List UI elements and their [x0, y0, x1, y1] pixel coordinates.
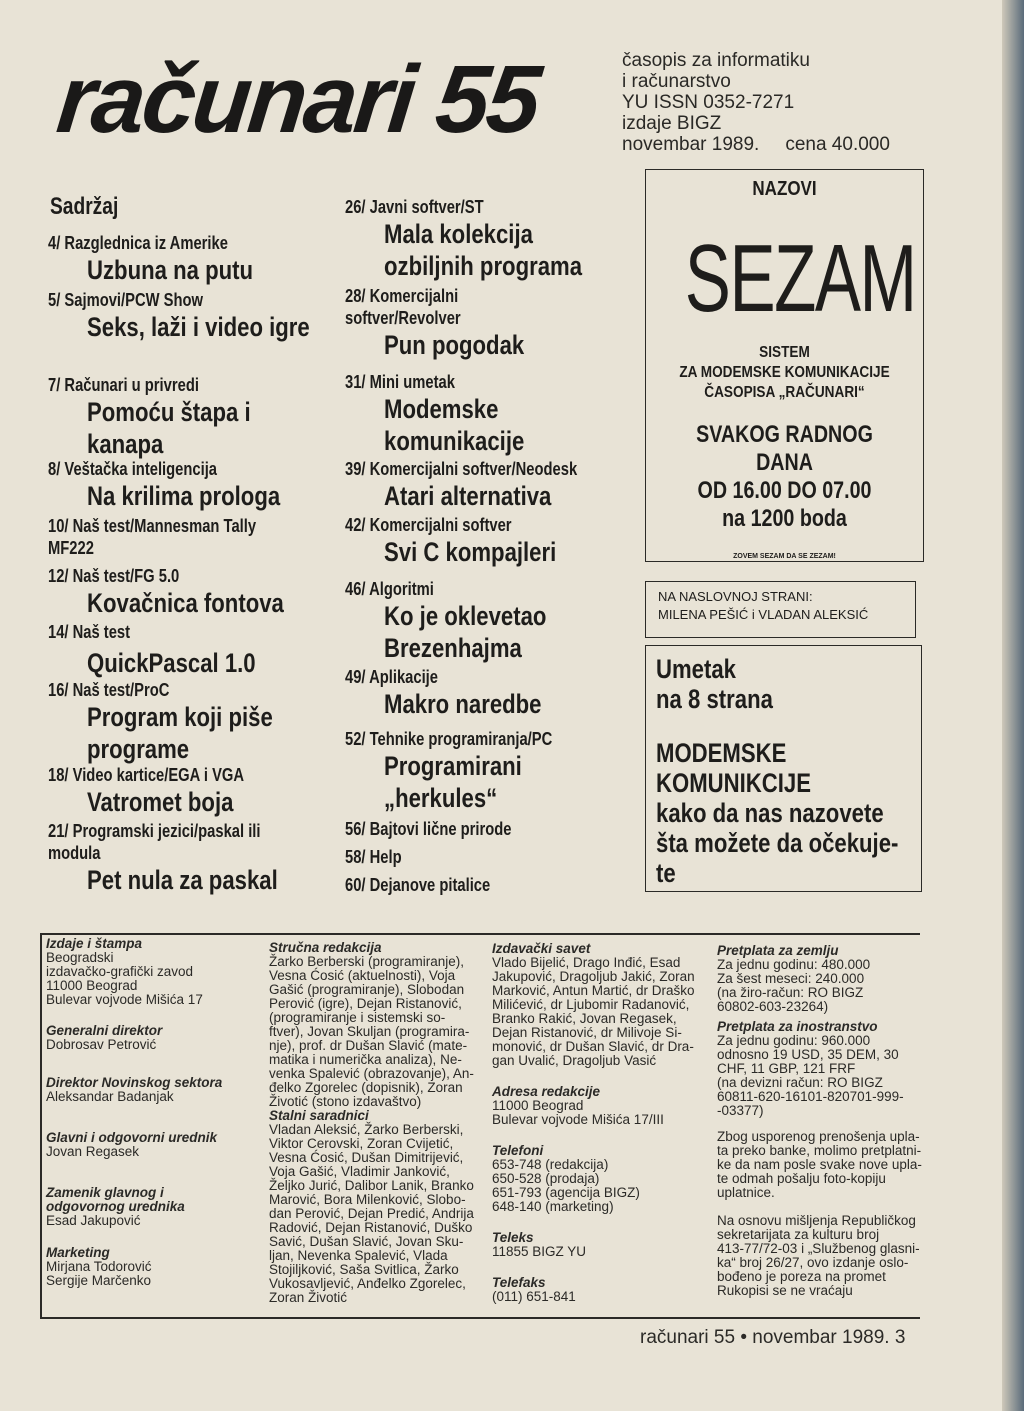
impressum-line: bođeno je poreza na promet — [717, 1269, 886, 1284]
sezam-subtitle-line: ZA MODEMSKE KOMUNIKACIJE — [679, 364, 890, 381]
insert-line: MODEMSKE — [656, 738, 787, 768]
sezam-box — [645, 169, 924, 562]
sezam-subtitle-line: ČASOPISA „RAČUNARI“ — [704, 384, 865, 401]
impressum-line: Beogradski — [46, 950, 114, 965]
impressum-line: 648-140 (marketing) — [492, 1199, 614, 1214]
impressum-line: ke da nam posle svake nove upla- — [717, 1157, 922, 1172]
cover-credit-box — [645, 581, 916, 638]
impressum-line: Rukopisi se ne vraćaju — [717, 1283, 853, 1298]
impressum-gap — [492, 1259, 712, 1276]
masthead-info-line: časopis za informatiku — [622, 50, 810, 71]
impressum-col-2 — [269, 941, 489, 1305]
impressum-line: Branko Rakić, Jovan Regasek, — [492, 1011, 677, 1026]
impressum-line: izdavačko-grafički zavod — [46, 964, 194, 979]
toc-item-title: Svi C kompajleri — [384, 537, 557, 567]
impressum-line: Žarko Berberski (programiranje), — [269, 954, 465, 969]
insert-line: šta možete da očekuje- — [656, 828, 899, 858]
toc-item-title: Pomoću štapa i kanapa — [87, 397, 251, 459]
impressum-line: Dejan Ristanović, dr Milivoje Si- — [492, 1025, 682, 1040]
toc-item-label: 10/ Naš test/Mannesman Tally MF222 — [48, 516, 257, 558]
impressum-line: Vesna Ćosić, Dušan Dimitrijević, — [269, 1150, 464, 1165]
impressum-line: Bulevar vojvode Mišića 17 — [46, 992, 203, 1007]
toc-item-title: Pun pogodak — [384, 330, 525, 360]
impressum-line: monović, dr Dušan Slavić, dr Dra- — [492, 1039, 694, 1054]
toc-item-title: QuickPascal 1.0 — [87, 648, 256, 678]
toc-heading: Sadržaj — [50, 193, 119, 220]
toc-item-label: 21/ Programski jezici/paskal ili modula — [48, 821, 261, 863]
toc-item-label: 14/ Naš test — [48, 622, 131, 642]
toc-item-label: 52/ Tehnike programiranja/PC — [345, 729, 553, 749]
impressum-line: matika i numerička analiza), Ne- — [269, 1052, 462, 1067]
insert-box — [645, 645, 922, 892]
impressum-gap — [46, 1159, 256, 1186]
impressum-line: (011) 651-841 — [492, 1289, 576, 1304]
toc-item-title: Mala kolekcija ozbiljnih programa — [384, 219, 583, 281]
sezam-slogan: ZOVEM SEZAM DA SE ZEZAM! — [733, 553, 836, 560]
toc-item — [345, 818, 548, 840]
impressum-line: Zbog usporenog prenošenja upla- — [717, 1129, 920, 1144]
insert-line: Umetak — [656, 654, 736, 684]
impressum-line: Esad Jakupović — [46, 1213, 141, 1228]
impressum-line: 60802-603-23264) — [717, 999, 829, 1014]
toc-item-label: 39/ Komercijalni softver/Neodesk — [345, 459, 578, 479]
sezam-schedule — [671, 421, 898, 533]
impressum-line: Stojiljković, Saša Svitlica, Žarko — [269, 1262, 459, 1277]
impressum-col-4 — [717, 944, 922, 1298]
toc-item-title: Ko je oklevetao Brezenhajma — [384, 601, 547, 663]
toc-item-title: Makro naredbe — [384, 689, 542, 719]
impressum-heading: Teleks — [492, 1230, 534, 1245]
impressum-line: Za jednu godinu: 480.000 — [717, 957, 871, 972]
toc-item-label: 60/ Dejanove pitalice — [345, 875, 491, 895]
impressum-line: Marović, Bora Milenković, Slobo- — [269, 1192, 466, 1207]
sezam-schedule-line: SVAKOG RADNOG DANA — [696, 421, 873, 476]
toc-item-title: Uzbuna na putu — [87, 255, 254, 285]
toc-item-label: 4/ Razglednica iz Amerike — [48, 233, 228, 253]
toc-item — [48, 820, 368, 896]
toc-item-title: Kovačnica fontova — [87, 588, 284, 618]
toc-item — [48, 679, 377, 765]
impressum-line: ka“ broj 26/27, ovo izdanje oslo- — [717, 1255, 909, 1270]
impressum-line: sekretarijata za kulturu broj — [717, 1227, 880, 1242]
masthead-title: računari 55 — [52, 46, 543, 153]
toc-item — [48, 515, 278, 559]
toc-item-title: Modemske komunikacije — [384, 394, 525, 456]
toc-item-title: Na krilima prologa — [87, 481, 281, 511]
toc-item-title: Programirani „herkules“ — [384, 751, 522, 813]
impressum-line: Sergije Marčenko — [46, 1273, 152, 1288]
masthead-info-line: izdaje BIGZ — [622, 113, 722, 134]
toc-item — [48, 764, 287, 818]
masthead-date-row — [622, 134, 890, 155]
impressum-line: te odmah pošalju foto-kopiju — [717, 1171, 886, 1186]
toc-item-label: 58/ Help — [345, 847, 402, 867]
impressum-line: venka Spalević (obrazovanje), An- — [269, 1066, 474, 1081]
toc-item — [48, 458, 323, 512]
impressum-bottom-rule — [40, 1317, 920, 1319]
toc-item — [48, 565, 327, 619]
toc-item-title: Atari alternativa — [384, 481, 552, 511]
toc-item — [345, 578, 604, 664]
toc-item-label: 46/ Algoritmi — [345, 579, 434, 599]
impressum-line: Gašić (programiranje), Slobodan — [269, 982, 465, 997]
toc-item-label: 8/ Veštačka inteligencija — [48, 459, 218, 479]
impressum-line: (na devizni račun: RO BIGZ — [717, 1075, 883, 1090]
impressum-line: Bulevar vojvode Mišića 17/III — [492, 1112, 664, 1127]
toc-item-label: 16/ Naš test/ProC — [48, 680, 170, 700]
impressum-heading: Adresa redakcije — [492, 1084, 601, 1099]
impressum-line: Savić, Dušan Slavić, Jovan Sku- — [269, 1234, 464, 1249]
impressum-line: 11855 BIGZ YU — [492, 1244, 587, 1259]
impressum-gap — [46, 1052, 256, 1076]
impressum-gap — [492, 1068, 712, 1085]
impressum-heading: Izdaje i štampa — [46, 936, 143, 951]
impressum-line: Aleksandar Badanjak — [46, 1089, 174, 1104]
masthead-info-line: i računarstvo — [622, 71, 731, 92]
impressum-line: Milićević, dr Ljubomir Radanović, — [492, 997, 690, 1012]
issue-price: cena 40.000 — [785, 134, 890, 155]
toc-item-label: 31/ Mini umetak — [345, 372, 455, 392]
impressum-line: 651-793 (agencija BIGZ) — [492, 1185, 640, 1200]
masthead-info — [622, 50, 890, 155]
toc-item — [345, 874, 522, 896]
toc-item-title: Vatromet boja — [87, 787, 234, 817]
impressum-heading: Pretplata za inostranstvo — [717, 1019, 878, 1034]
toc-item-title: Pet nula za paskal — [87, 865, 278, 895]
toc-item — [48, 621, 293, 679]
impressum-heading: Stalni saradnici — [269, 1108, 369, 1123]
impressum-line: gan Uvalić, Dragoljub Vasić — [492, 1053, 657, 1068]
impressum-line: 11000 Beograd — [46, 978, 138, 993]
impressum-line: đelko Zgorelec (dopisnik), Zoran — [269, 1080, 463, 1095]
insert-line: kako da nas nazovete — [656, 798, 884, 828]
impressum-heading: Izdavački savet — [492, 941, 591, 956]
toc-item — [345, 196, 649, 282]
insert-line: na 8 strana — [656, 684, 773, 714]
impressum-heading: Generalni direktor — [46, 1023, 163, 1038]
toc-item — [345, 666, 576, 720]
page-edge — [1002, 0, 1024, 1411]
toc-item-title: Seks, laži i video igre — [87, 312, 310, 342]
impressum-line: 650-528 (prodaja) — [492, 1171, 600, 1186]
sezam-schedule-line: OD 16.00 DO 07.00 — [697, 477, 872, 504]
sezam-subtitle — [667, 343, 902, 403]
impressum-left-rule — [40, 933, 42, 1318]
sezam-subtitle-line: SISTEM — [759, 344, 810, 361]
toc-item-label: 28/ Komercijalni softver/Revolver — [345, 286, 461, 328]
impressum-line: Na osnovu mišljenja Republičkog — [717, 1213, 916, 1228]
toc-item-label: 18/ Video kartice/EGA i VGA — [48, 765, 245, 785]
toc-item — [48, 232, 289, 286]
impressum-line: Zoran Životić — [269, 1290, 348, 1305]
page-footer: računari 55 • novembar 1989. 3 — [640, 1327, 906, 1348]
impressum-line: Voja Gašić, Vladimir Janković, — [269, 1164, 450, 1179]
toc-item — [48, 374, 377, 460]
impressum-gap — [492, 1127, 712, 1144]
impressum-line: 60811-620-16101-820701-999- — [717, 1089, 904, 1104]
impressum-heading: Telefaks — [492, 1275, 546, 1290]
impressum-line: Radović, Dejan Ristanović, Duško — [269, 1220, 473, 1235]
impressum-line: Vesna Ćosić (aktuelnosti), Voja — [269, 968, 456, 983]
impressum-line: ftver), Jovan Skuljan (programira- — [269, 1024, 470, 1039]
insert-line: te — [656, 858, 676, 888]
masthead-info-line: YU ISSN 0352-7271 — [622, 92, 795, 113]
impressum-gap — [717, 1200, 922, 1214]
impressum-line: uplatnice. — [717, 1185, 775, 1200]
impressum-line: Vlado Bijelić, Drago Inđić, Esad — [492, 955, 681, 970]
impressum-line: Marković, Antun Martić, dr Draško — [492, 983, 695, 998]
toc-item — [345, 846, 414, 868]
impressum-line: Za šest meseci: 240.000 — [717, 971, 865, 986]
impressum-line: nje), prof. dr Dušan Slavić (mate- — [269, 1038, 468, 1053]
cover-credit-line: MILENA PEŠIĆ i VLADAN ALEKSIĆ — [658, 607, 869, 622]
impressum-gap — [46, 1228, 256, 1246]
impressum-line: 11000 Beograd — [492, 1098, 584, 1113]
impressum-line: Jovan Regasek — [46, 1144, 140, 1159]
impressum-line: ljan, Nevenka Spalević, Vlada — [269, 1248, 448, 1263]
impressum-gap — [46, 1104, 256, 1131]
impressum-line: Vukosavljević, Anđelko Zgorelec, — [269, 1276, 466, 1291]
impressum-line: odnosno 19 USD, 35 DEM, 30 — [717, 1047, 899, 1062]
impressum-top-rule — [40, 933, 920, 935]
impressum-line: dan Perović, Dejan Predić, Andrija — [269, 1206, 474, 1221]
impressum-heading: Stručna redakcija — [269, 940, 382, 955]
impressum-line: 653-748 (redakcija) — [492, 1157, 609, 1172]
sezam-title: SEZAM — [684, 225, 916, 332]
toc-item-label: 42/ Komercijalni softver — [345, 515, 512, 535]
impressum-heading: Marketing — [46, 1245, 110, 1260]
impressum-line: 413-77/72-03 i „Službenog glasni- — [717, 1241, 920, 1256]
toc-item — [345, 728, 598, 814]
impressum-col-1 — [46, 937, 256, 1288]
impressum-col-3 — [492, 942, 712, 1304]
impressum-gap — [46, 1007, 256, 1024]
issue-date: novembar 1989. — [622, 134, 760, 155]
impressum-line: Za jednu godinu: 960.000 — [717, 1033, 871, 1048]
toc-item — [48, 289, 377, 343]
impressum-line: -03377) — [717, 1103, 764, 1118]
impressum-line: Željko Jurić, Dalibor Lanik, Branko — [269, 1178, 474, 1193]
toc-item-label: 7/ Računari u privredi — [48, 375, 199, 395]
impressum-line: Vladan Aleksić, Žarko Berberski, — [269, 1122, 464, 1137]
impressum-heading: Pretplata za zemlju — [717, 943, 839, 958]
toc-item-label: 56/ Bajtovi lične prirode — [345, 819, 512, 839]
impressum-line: Mirjana Todorović — [46, 1259, 152, 1274]
cover-credit-line: NA NASLOVNOJ STRANI: — [658, 589, 813, 604]
impressum-line: Viktor Cerovski, Zoran Cvijetić, — [269, 1136, 454, 1151]
impressum-line: CHF, 11 GBP, 121 FRF — [717, 1061, 856, 1076]
impressum-line: Jakupović, Dragoljub Jakić, Zoran — [492, 969, 695, 984]
toc-item-title: Program koji piše programe — [87, 702, 273, 764]
impressum-line: Dobrosav Petrović — [46, 1037, 157, 1052]
sezam-schedule-line: na 1200 boda — [722, 505, 847, 532]
toc-item-label: 5/ Sajmovi/PCW Show — [48, 290, 204, 310]
sezam-call-label: NAZOVI — [752, 178, 817, 200]
insert-gap — [656, 714, 911, 738]
toc-item — [345, 371, 584, 457]
impressum-line: Životić (stono izdavaštvo) — [269, 1094, 422, 1109]
impressum-line: (na žiro-račun: RO BIGZ — [717, 985, 864, 1000]
impressum-heading: Zamenik glavnog i odgovornog urednika — [46, 1185, 185, 1214]
insert-line: KOMUNIKCIJE — [656, 768, 811, 798]
toc-item — [345, 514, 594, 568]
impressum-line: (programiranje i sistemski so- — [269, 1010, 446, 1025]
impressum-heading: Telefoni — [492, 1143, 544, 1158]
toc-item — [345, 285, 575, 361]
impressum-gap — [492, 1214, 712, 1231]
toc-item-label: 12/ Naš test/FG 5.0 — [48, 566, 180, 586]
impressum-line: ta preko banke, molimo pretplatni- — [717, 1143, 922, 1158]
impressum-heading: Direktor Novinskog sektora — [46, 1075, 223, 1090]
impressum-heading: Glavni i odgovorni urednik — [46, 1130, 218, 1145]
toc-item-label: 26/ Javni softver/ST — [345, 197, 484, 217]
toc-item-label: 49/ Aplikacije — [345, 667, 438, 687]
toc-item — [345, 458, 628, 512]
impressum-line: Perović (igre), Dejan Ristanović, — [269, 996, 462, 1011]
